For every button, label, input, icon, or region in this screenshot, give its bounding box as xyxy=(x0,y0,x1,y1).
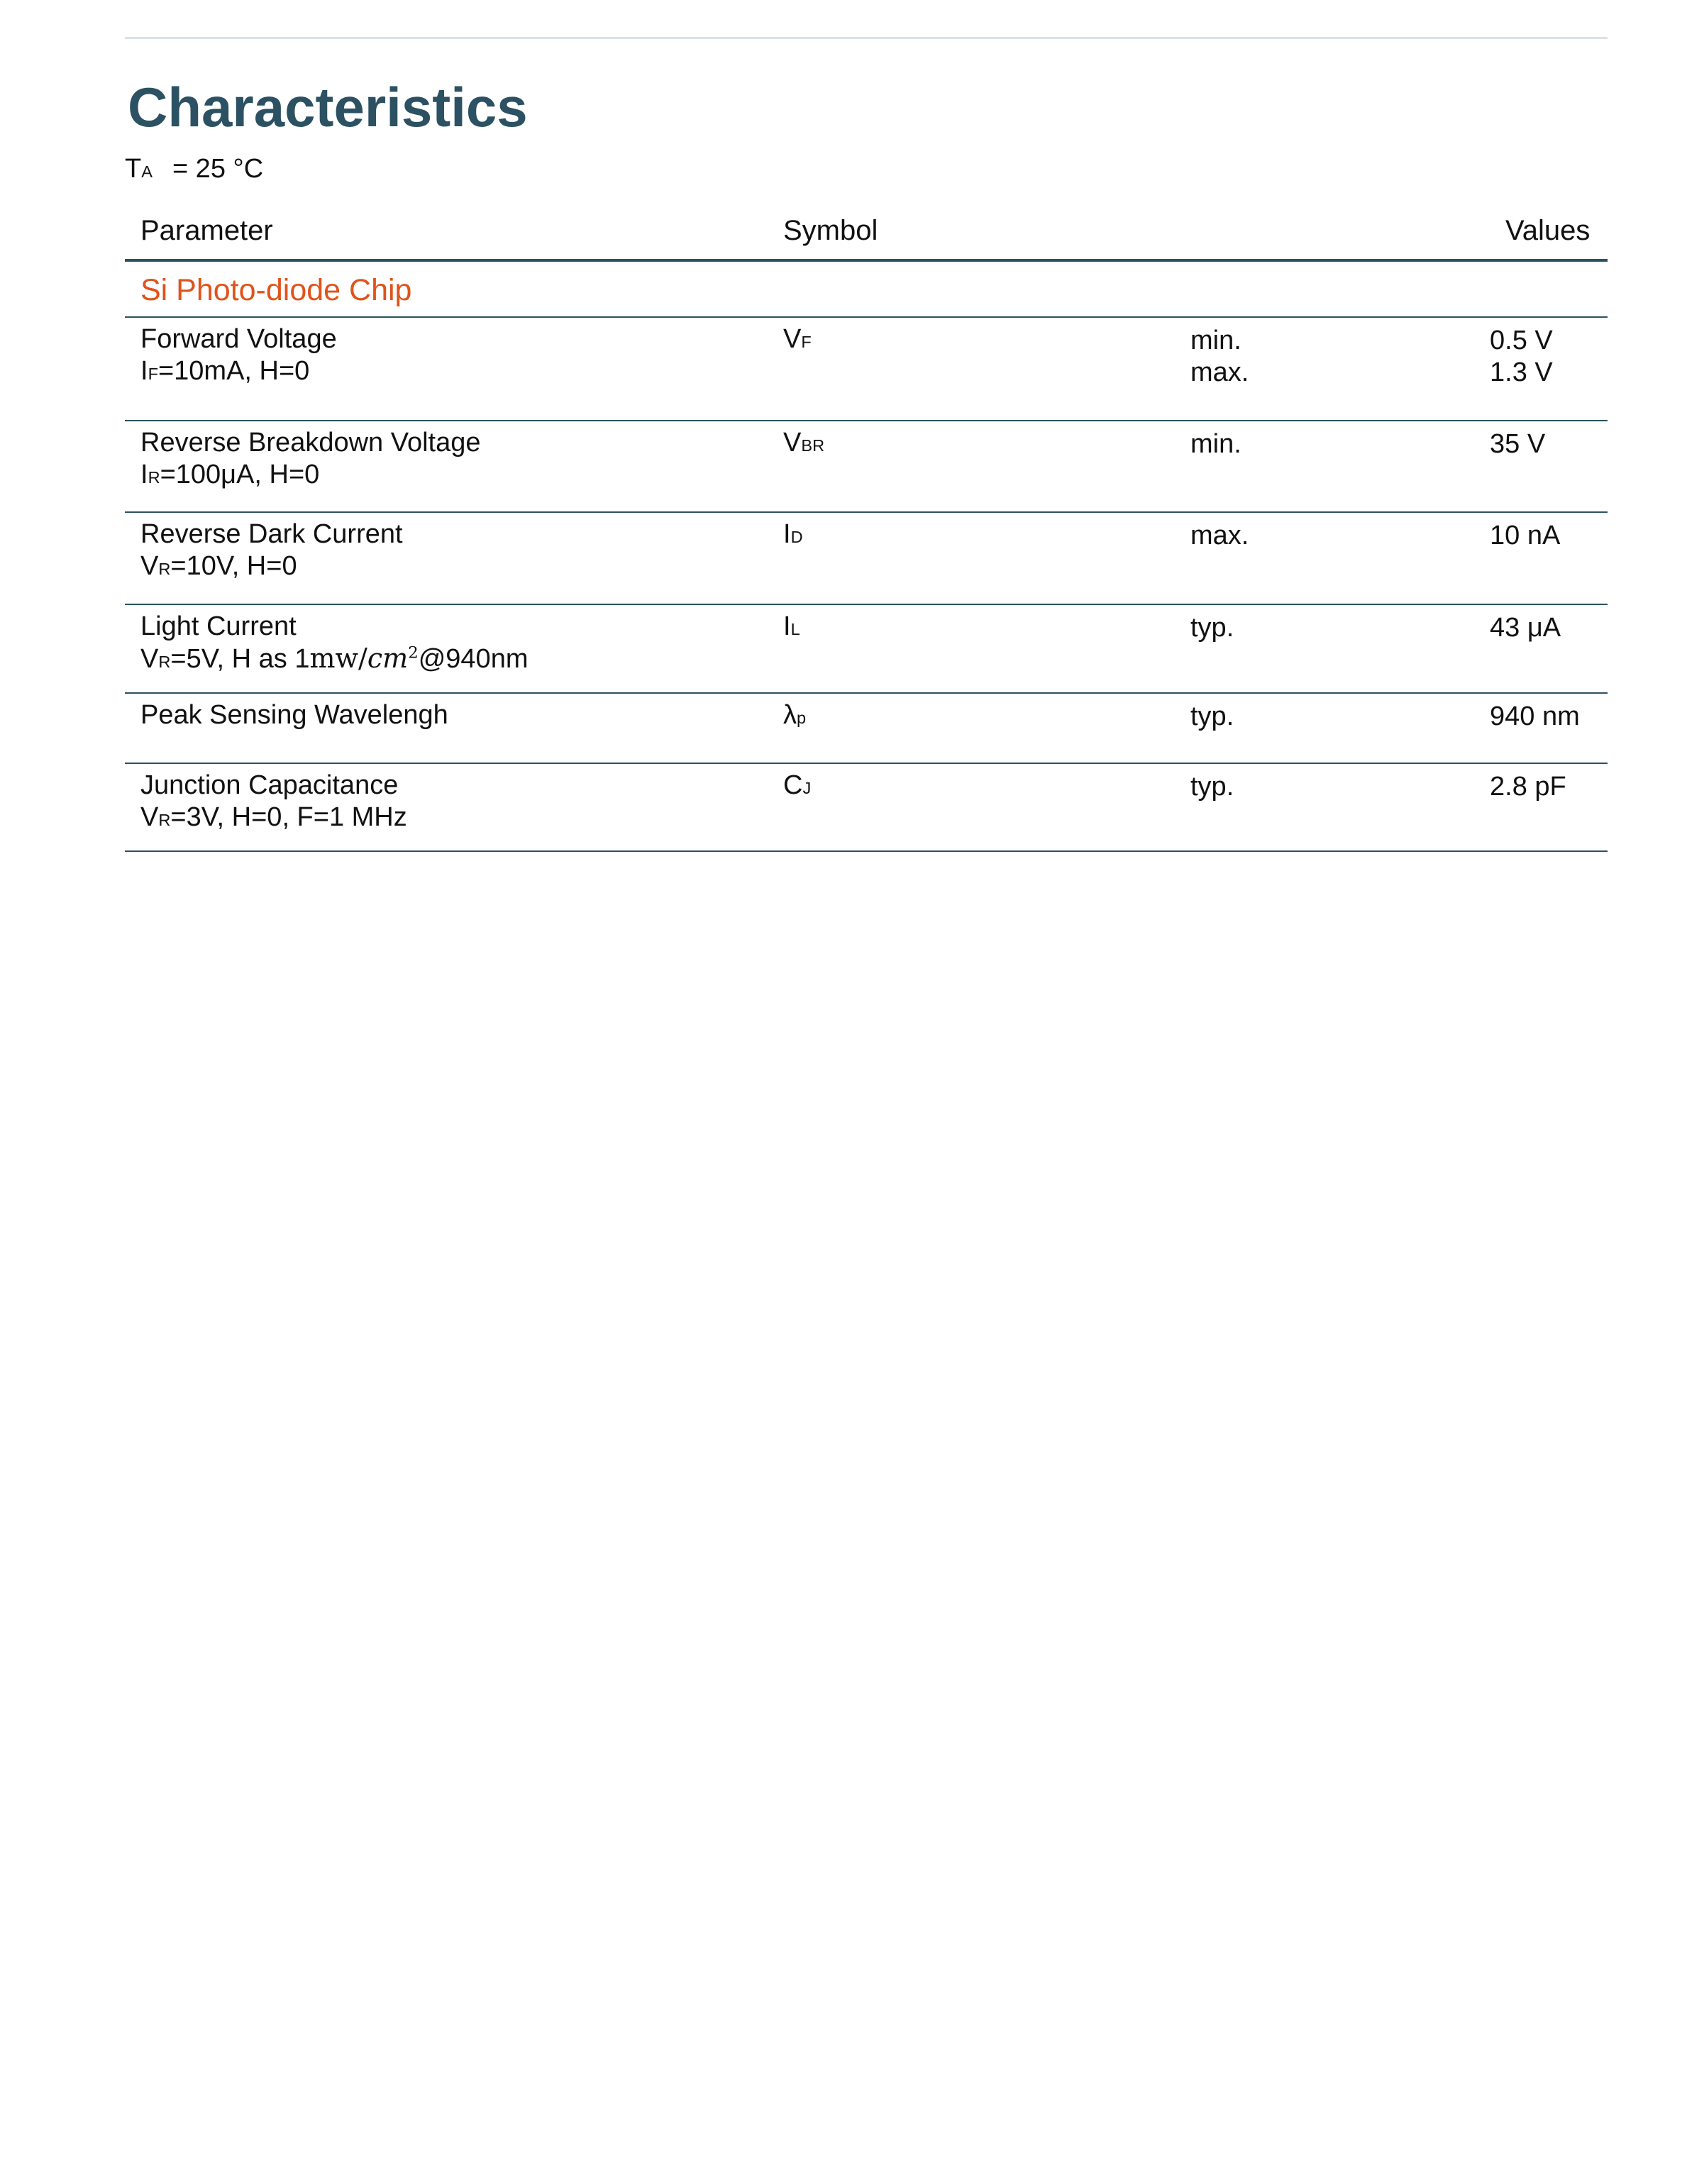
limit-cell xyxy=(1186,763,1490,851)
value: 2.8 pF xyxy=(1490,772,1566,802)
symbol-subscript: L xyxy=(790,620,800,638)
table-header-row xyxy=(125,202,1608,260)
condition-text: =10mA, H=0 xyxy=(157,356,310,386)
symbol: V xyxy=(783,428,802,458)
header-values: Values xyxy=(1490,202,1608,260)
temperature-subscript: A xyxy=(141,162,153,181)
symbol: I xyxy=(783,519,791,549)
parameter-name: Forward Voltage xyxy=(140,324,337,354)
parameter-cell xyxy=(125,763,768,851)
symbol-subscript: D xyxy=(790,528,803,546)
value: 43 μA xyxy=(1490,613,1561,643)
symbol: C xyxy=(783,770,803,800)
parameter-name: Reverse Dark Current xyxy=(140,519,403,549)
header-symbol: Symbol xyxy=(768,202,1186,260)
condition-subscript: R xyxy=(158,560,171,578)
limit-label: min. xyxy=(1190,326,1241,355)
limit-label: typ. xyxy=(1190,702,1234,731)
parameter-name: Junction Capacitance xyxy=(140,770,399,800)
limit-label: min. xyxy=(1190,429,1241,459)
condition-text: =5V, H as 1 xyxy=(170,644,310,674)
parameter-name: Reverse Breakdown Voltage xyxy=(140,428,481,458)
symbol-cell xyxy=(768,604,1186,693)
symbol: λ xyxy=(783,700,797,730)
header-parameter: Parameter xyxy=(125,202,768,260)
condition-symbol: V xyxy=(140,802,159,832)
parameter-cell xyxy=(125,421,768,512)
condition-subscript: R xyxy=(148,468,160,487)
limit-label: max. xyxy=(1190,357,1249,387)
ambient-temperature-condition xyxy=(125,153,263,186)
limit-cell xyxy=(1186,512,1490,604)
parameter-cell xyxy=(125,317,768,421)
parameter-name: Peak Sensing Wavelengh xyxy=(140,700,448,730)
temperature-value: = 25 °C xyxy=(172,154,264,184)
header-spacer xyxy=(1186,202,1490,260)
symbol-subscript: F xyxy=(801,333,812,351)
limit-cell xyxy=(1186,604,1490,693)
table-row xyxy=(125,763,1608,851)
condition-text: =3V, H=0, F=1 MHz xyxy=(170,802,407,832)
condition-subscript: F xyxy=(148,365,158,383)
temperature-symbol: T xyxy=(125,154,142,184)
table-row xyxy=(125,421,1608,512)
condition-wavelength: @940nm xyxy=(418,644,529,674)
parameter-name: Light Current xyxy=(140,611,297,641)
value: 0.5 V xyxy=(1490,326,1553,355)
symbol-cell xyxy=(768,317,1186,421)
condition-subscript: R xyxy=(158,653,171,671)
limit-label: typ. xyxy=(1190,772,1234,802)
limit-cell xyxy=(1186,693,1490,763)
value: 1.3 V xyxy=(1490,357,1553,387)
condition-symbol: I xyxy=(140,356,148,386)
value: 35 V xyxy=(1490,429,1546,459)
value: 10 nA xyxy=(1490,521,1561,550)
condition-subscript: R xyxy=(158,811,171,829)
symbol-cell xyxy=(768,763,1186,851)
limit-cell xyxy=(1186,421,1490,512)
symbol-subscript: p xyxy=(797,709,807,727)
characteristics-table xyxy=(125,202,1608,852)
parameter-cell xyxy=(125,693,768,763)
table-row xyxy=(125,512,1608,604)
section-title: Si Photo-diode Chip xyxy=(125,260,1608,317)
parameter-cell xyxy=(125,604,768,693)
symbol-cell xyxy=(768,693,1186,763)
table-row xyxy=(125,604,1608,693)
symbol-subscript: J xyxy=(802,779,812,797)
section-row xyxy=(125,260,1608,317)
condition-symbol: I xyxy=(140,460,148,489)
value-cell xyxy=(1490,604,1608,693)
table-row xyxy=(125,317,1608,421)
irradiance-unit-area: cm xyxy=(367,643,409,674)
test-condition xyxy=(140,802,767,836)
table-row xyxy=(125,693,1608,763)
condition-symbol: V xyxy=(140,551,159,581)
value-cell xyxy=(1490,763,1608,851)
symbol-subscript: BR xyxy=(801,436,825,455)
parameter-cell xyxy=(125,512,768,604)
symbol: I xyxy=(783,611,791,641)
test-condition xyxy=(140,550,767,585)
value-cell xyxy=(1490,693,1608,763)
top-divider xyxy=(125,37,1608,39)
limit-label: typ. xyxy=(1190,613,1234,643)
value-cell xyxy=(1490,512,1608,604)
test-condition xyxy=(140,355,767,390)
test-condition xyxy=(140,459,767,494)
irradiance-unit-exponent: 2 xyxy=(408,643,419,663)
symbol-cell xyxy=(768,512,1186,604)
limit-cell xyxy=(1186,317,1490,421)
symbol: V xyxy=(783,324,802,354)
value-cell xyxy=(1490,421,1608,512)
condition-text: =100μA, H=0 xyxy=(160,460,320,489)
irradiance-unit: mw/ xyxy=(309,643,367,674)
symbol-cell xyxy=(768,421,1186,512)
page-title: Characteristics xyxy=(128,76,528,138)
test-condition xyxy=(140,643,767,678)
limit-label: max. xyxy=(1190,521,1249,550)
condition-text: =10V, H=0 xyxy=(170,551,297,581)
value: 940 nm xyxy=(1490,702,1580,731)
condition-symbol: V xyxy=(140,644,159,674)
value-cell xyxy=(1490,317,1608,421)
